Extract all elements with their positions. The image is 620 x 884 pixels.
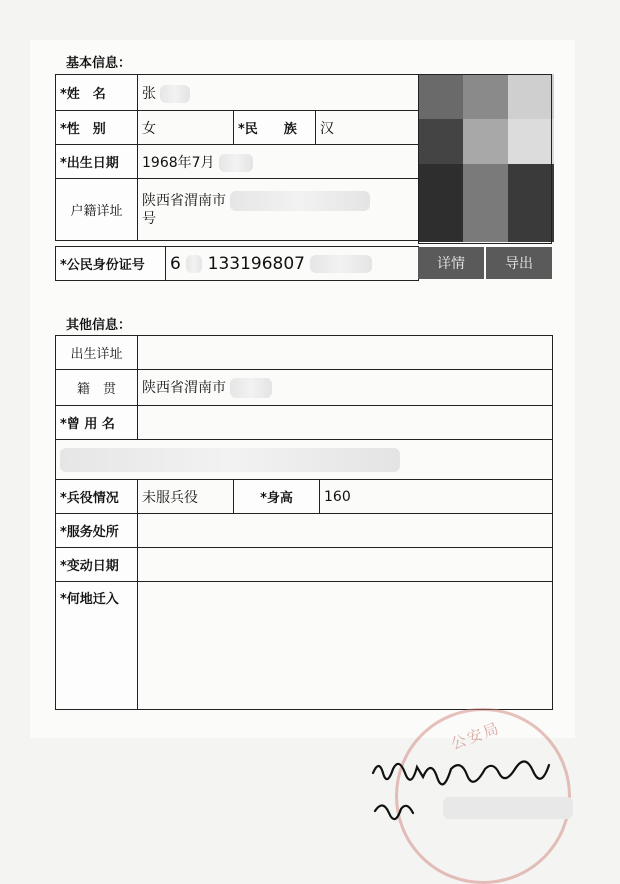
moved-from-value [138, 582, 553, 710]
household-label: 户籍详址 [56, 179, 138, 241]
former-name-row [56, 406, 553, 440]
military-value: 未服兵役 [138, 480, 234, 514]
birthplace-row [56, 336, 553, 370]
household-value-line2: 号 [142, 211, 156, 227]
moved-from-row [56, 582, 553, 710]
gender-label: *性 别 [56, 111, 138, 145]
ethnicity-value: 汉 [316, 111, 419, 145]
basic-info-title: 基本信息： [66, 56, 132, 71]
household-value-line1: 陕西省渭南市 [142, 193, 226, 209]
redaction-blur [230, 378, 272, 398]
household-cell [138, 179, 419, 241]
native-place-value: 陕西省渭南市 [142, 380, 226, 396]
native-place-label: 籍 贯 [56, 370, 138, 406]
redaction-blur [219, 154, 253, 172]
redaction-blur [160, 85, 190, 103]
birthdate-cell [138, 145, 419, 179]
basic-info-table [55, 74, 419, 241]
name-value: 张 [142, 85, 156, 102]
former-name-label: *曾 用 名 [56, 406, 138, 440]
height-label: *身高 [234, 480, 320, 514]
name-cell [138, 75, 419, 111]
change-date-value [138, 548, 553, 582]
former-name-value [138, 406, 553, 440]
workplace-label: *服务处所 [56, 514, 138, 548]
change-date-label: *变动日期 [56, 548, 138, 582]
birthdate-label: *出生日期 [56, 145, 138, 179]
redaction-blur [443, 797, 573, 819]
other-info-table [55, 335, 553, 710]
id-value-prefix: 6 [170, 253, 181, 274]
redacted-row [56, 440, 553, 480]
export-button[interactable]: 导出 [486, 247, 552, 279]
id-label: *公民身份证号 [56, 247, 166, 281]
seal-text: 公安局 [448, 718, 503, 754]
name-label: *姓 名 [56, 75, 138, 111]
household-row [56, 179, 419, 241]
gender-value: 女 [138, 111, 234, 145]
photo-frame [418, 74, 552, 244]
id-cell [166, 247, 419, 281]
birthplace-label: 出生详址 [56, 336, 138, 370]
birthplace-value [138, 336, 553, 370]
birthdate-value: 1968年7月 [142, 154, 215, 171]
other-info-title: 其他信息： [66, 318, 132, 333]
redaction-blur [60, 448, 400, 472]
birthdate-row [56, 145, 419, 179]
workplace-row [56, 514, 553, 548]
height-value: 160 [320, 480, 553, 514]
moved-from-label: *何地迁入 [56, 582, 138, 710]
change-date-row [56, 548, 553, 582]
military-row [56, 480, 553, 514]
redaction-blur [186, 255, 202, 273]
gender-row [56, 111, 419, 145]
detail-button[interactable]: 详情 [418, 247, 484, 279]
handwritten-signature [365, 745, 585, 835]
name-row [56, 75, 419, 111]
redaction-blur [310, 255, 372, 273]
redaction-blur [230, 191, 370, 211]
redacted-row-cell [56, 440, 553, 480]
native-place-cell [138, 370, 553, 406]
id-value: 133196807 [207, 253, 305, 274]
workplace-value [138, 514, 553, 548]
native-place-row [56, 370, 553, 406]
military-label: *兵役情况 [56, 480, 138, 514]
ethnicity-label: *民 族 [234, 111, 316, 145]
